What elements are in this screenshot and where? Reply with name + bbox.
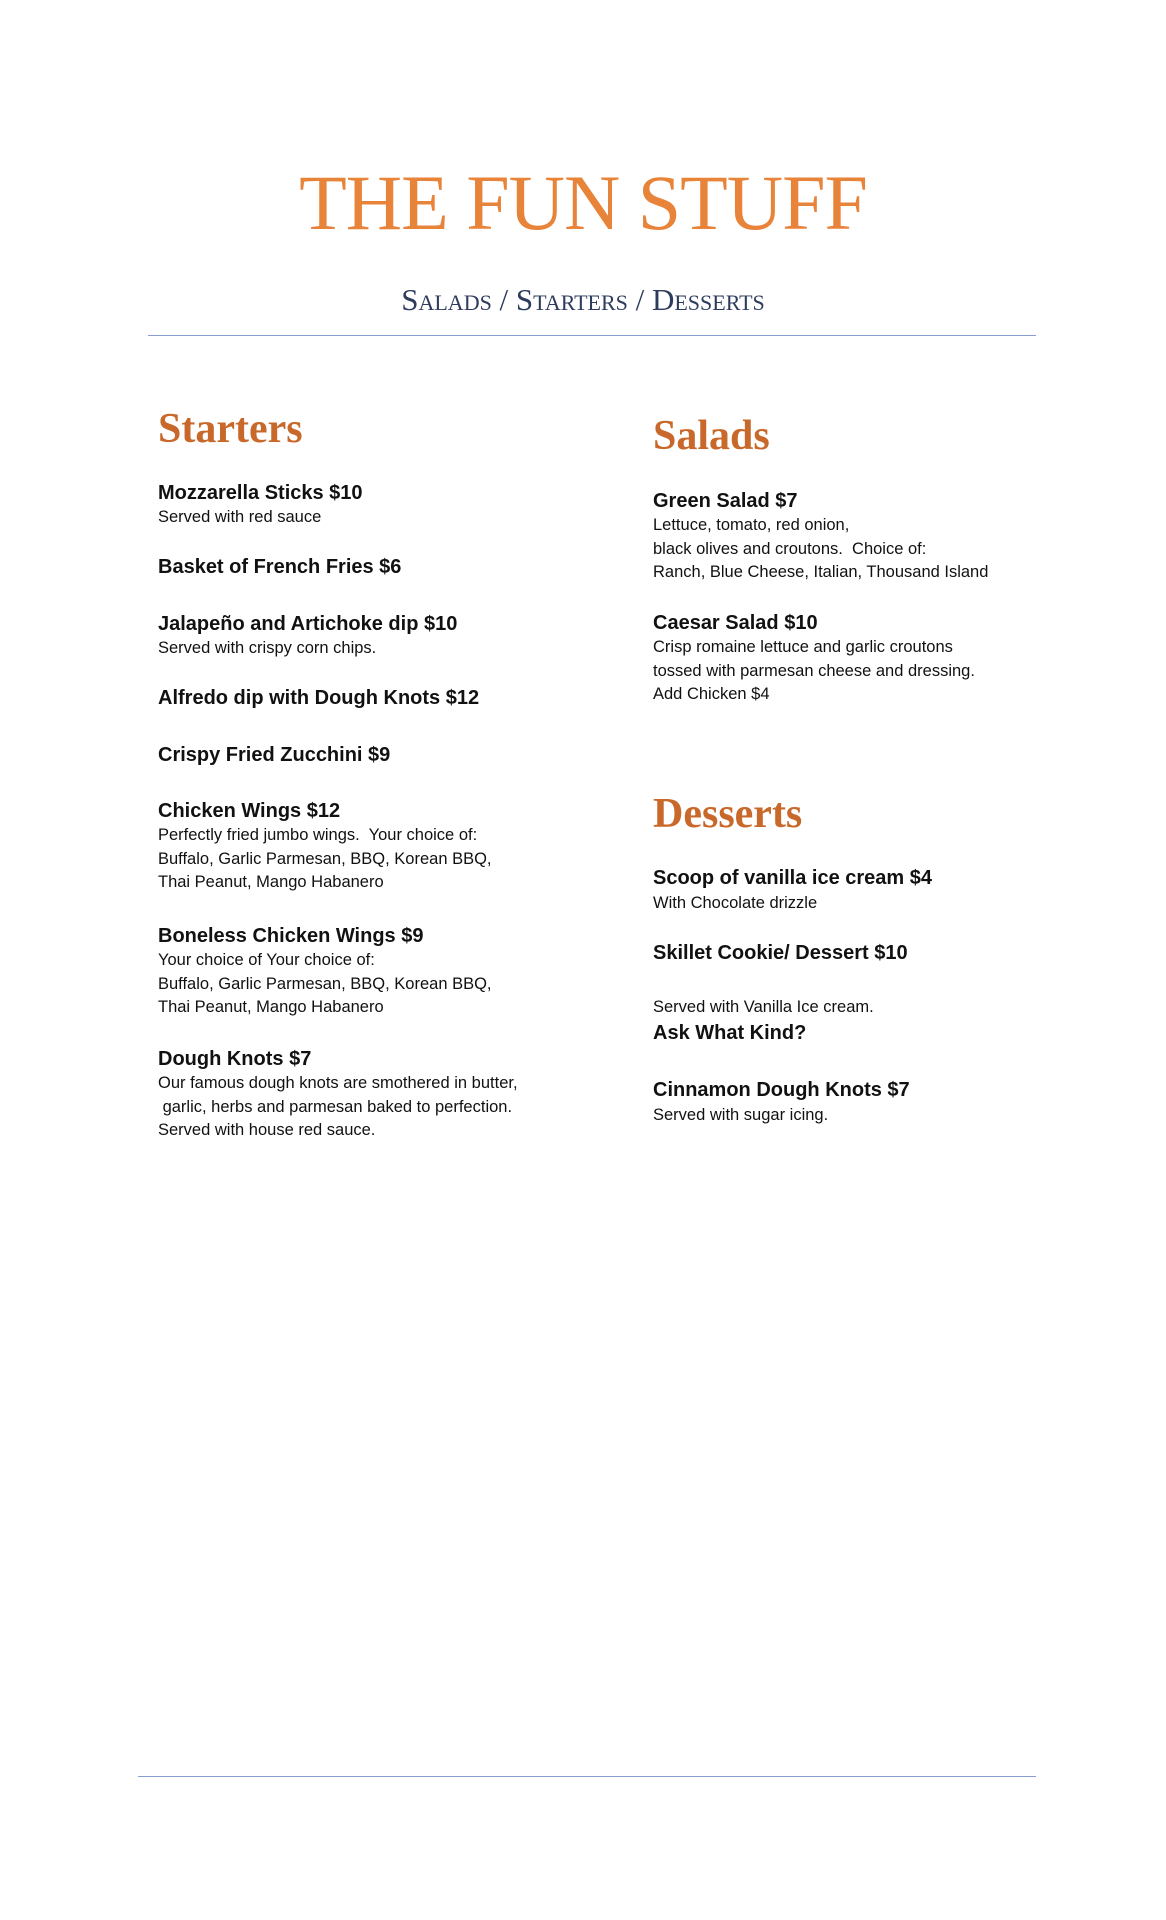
menu-item-name: Crispy Fried Zucchini $9 [158,744,391,766]
desserts-heading: Desserts [653,791,803,837]
menu-item-name: Chicken Wings $12 [158,800,341,822]
menu-item-name: Jalapeño and Artichoke dip $10 [158,613,458,635]
menu-item-name: Green Salad $7 [653,490,798,512]
menu-item-description: Your choice of Your choice of: Buffalo, Garlic Parmesan, BBQ, Korean BBQ, Thai Peanut, Mango Habanero [158,951,492,1016]
starters-heading: Starters [158,406,303,452]
menu-item-name: Cinnamon Dough Knots $7 [653,1079,910,1101]
page-subtitle: Salads / Starters / Desserts [401,282,765,317]
menu-item-name: Alfredo dip with Dough Knots $12 [158,687,480,709]
menu-item-description: With Chocolate drizzle [653,894,818,912]
menu-item-description: Perfectly fried jumbo wings. Your choice of: Buffalo, Garlic Parmesan, BBQ, Korean BBQ, Thai Peanut, Mango Habanero [158,826,492,891]
menu-item-description: Crisp romaine lettuce and garlic croutons tossed with parmesan cheese and dressing. Add Chicken $4 [653,638,975,703]
salads-heading: Salads [653,413,770,459]
menu-item-name: Caesar Salad $10 [653,612,818,634]
menu-item-name: Basket of French Fries $6 [158,556,402,578]
menu-item-description: Served with Vanilla Ice cream. [653,998,874,1016]
page-title: THE FUN STUFF [299,159,867,246]
menu-item-name: Boneless Chicken Wings $9 [158,925,424,947]
salads-desserts-column [653,0,1073,1920]
bottom-divider [138,1776,1036,1777]
starters-section [158,0,598,1920]
menu-item-description: Served with red sauce [158,508,322,526]
menu-item-name: Dough Knots $7 [158,1048,312,1070]
menu-item-description: Served with crispy corn chips. [158,639,377,657]
menu-item-name: Skillet Cookie/ Dessert $10 [653,942,908,964]
menu-item-note: Ask What Kind? [653,1022,807,1044]
menu-item-description: Served with sugar icing. [653,1106,829,1124]
menu-item-name: Scoop of vanilla ice cream $4 [653,867,933,889]
menu-item-description: Lettuce, tomato, red onion, black olives and croutons. Choice of: Ranch, Blue Cheese, Italian, Thousand Island [653,516,989,581]
menu-item-name: Mozzarella Sticks $10 [158,482,363,504]
menu-item-description: Our famous dough knots are smothered in butter, garlic, herbs and parmesan baked to perfection. Served with house red sauce. [158,1074,518,1139]
